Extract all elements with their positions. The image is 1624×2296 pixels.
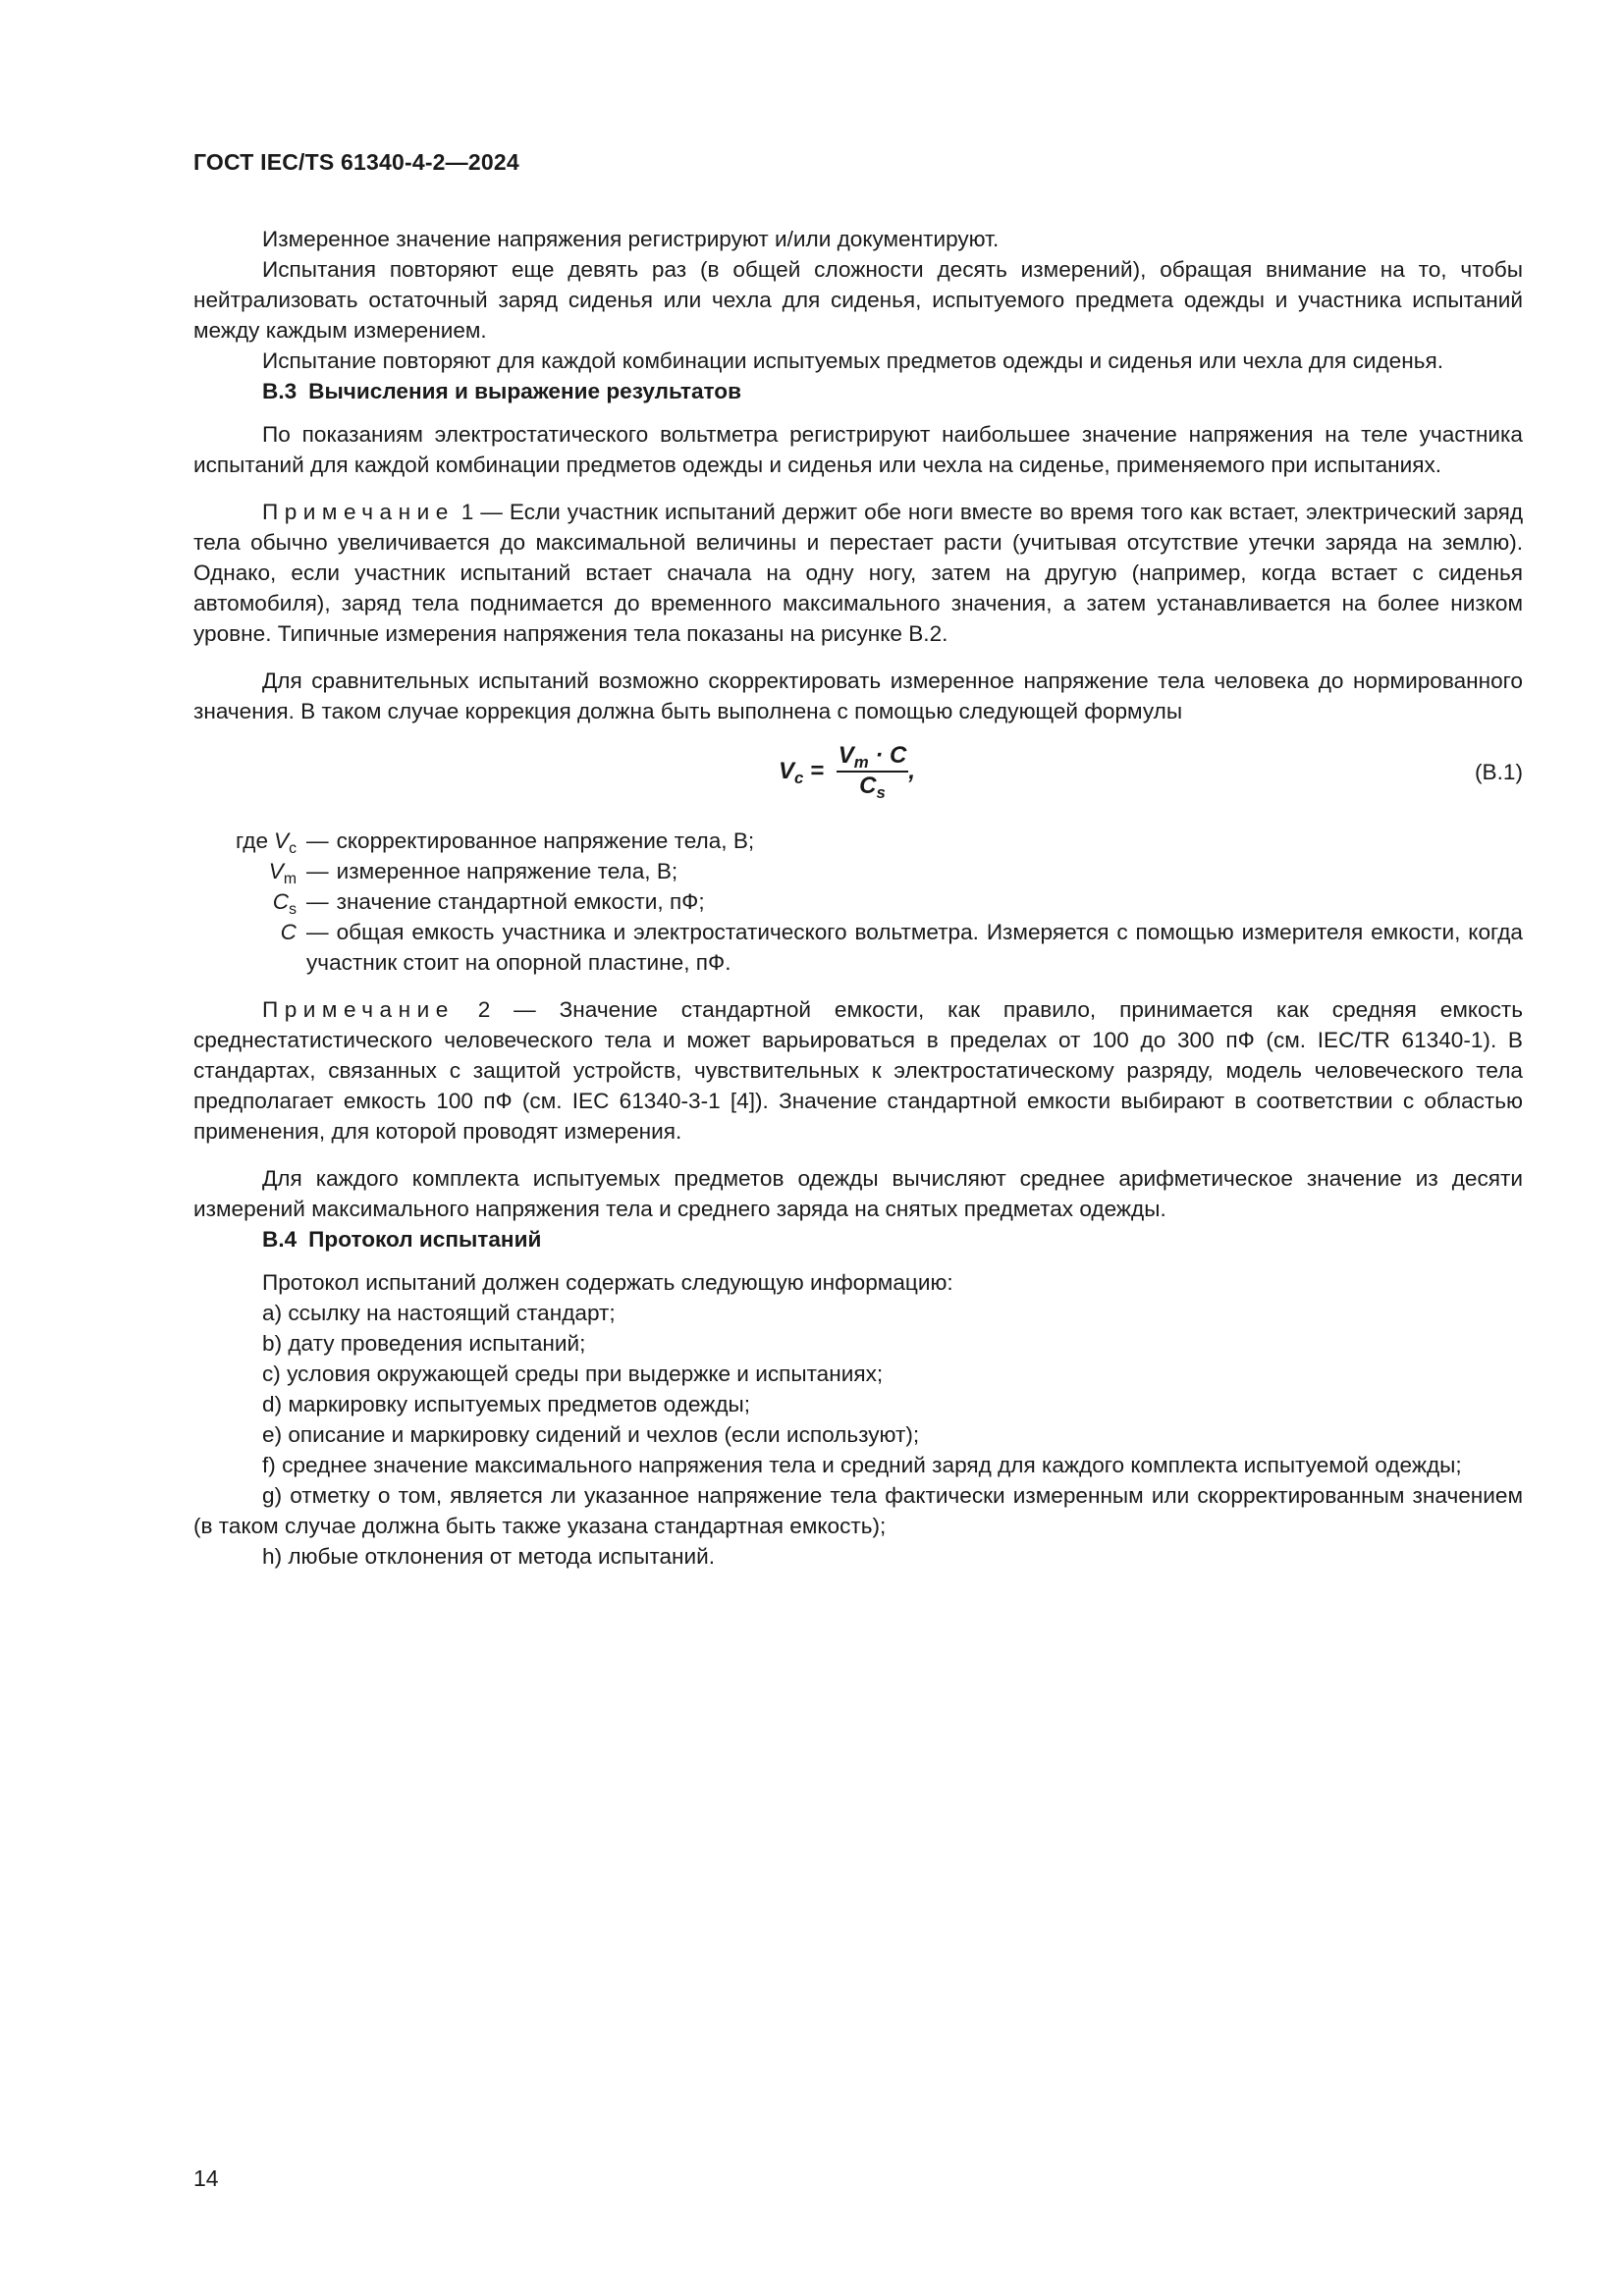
page-content bbox=[193, 224, 1523, 1572]
note-2 bbox=[193, 994, 1523, 1147]
note-text: 1 — Если участник испытаний держит обе ноги вместе во время того как встает, электрический заряд тела обычно увеличивается до максимальной величины и перестает расти (учитывая отсутствие утечки заряда на землю). Однако, если участник испытаний встает сначала на одну ногу, затем на другую (например, когда встает с сиденья автомобиля), заряд тела поднимается до временного максимального значения, а затем устанавливается на более низком уровне. Типичные измерения напряжения тела показаны на рисунке B.2. bbox=[193, 500, 1523, 646]
list-item: d) маркировку испытуемых предметов одежды; bbox=[262, 1392, 751, 1416]
formula-denominator: $C_s$ bbox=[859, 773, 886, 802]
document-header: ГОСТ IEC/TS 61340-4-2—2024 bbox=[193, 149, 519, 175]
where-list bbox=[193, 826, 1523, 978]
paragraph: Для каждого комплекта испытуемых предметов одежды вычисляют среднее арифметическое значение из десяти измерений максимального напряжения тела и среднего заряда на снятых предметах одежды. bbox=[193, 1166, 1523, 1221]
note-label: Примечание bbox=[262, 500, 455, 524]
formula bbox=[779, 742, 915, 802]
formula-lhs: $V_c$ bbox=[779, 758, 804, 787]
formula-numerator: $V_m \cdot C$ bbox=[838, 742, 907, 772]
page-number: 14 bbox=[193, 2165, 219, 2191]
section-number: B.3 bbox=[262, 379, 298, 403]
section-heading-b3 bbox=[193, 376, 1523, 406]
paragraph: Испытание повторяют для каждой комбинации испытуемых предметов одежды и сиденья или чехла для сиденья. bbox=[262, 348, 1443, 373]
section-title: Протокол испытаний bbox=[308, 1227, 542, 1252]
formula-number: (B.1) bbox=[1475, 760, 1523, 784]
formula-equals: = bbox=[803, 758, 831, 784]
list-item: c) условия окружающей среды при выдержке и испытаниях; bbox=[262, 1362, 884, 1386]
note-label: Примечание bbox=[262, 997, 455, 1022]
list-intro: Протокол испытаний должен содержать следующую информацию: bbox=[262, 1270, 953, 1295]
paragraph: По показаниям электростатического вольтметра регистрируют наибольшее значение напряжения на теле участника испытаний для каждой комбинации предметов одежды и сиденья или чехла на сиденье, применяемого при испытаниях. bbox=[193, 422, 1523, 477]
paragraph: Измеренное значение напряжения регистрируют и/или документируют. bbox=[262, 227, 1000, 251]
formula-fraction bbox=[837, 742, 909, 802]
where-item: $C_s$ — значение стандартной емкости, пФ; bbox=[272, 889, 705, 918]
list-item: b) дату проведения испытаний; bbox=[262, 1331, 586, 1356]
paragraph: Испытания повторяют еще девять раз (в общей сложности десять измерений), обращая внимание на то, чтобы нейтрализовать остаточный заряд сиденья или чехла для сиденья, испытуемого предмета одежды и участника испытаний между каждым измерением. bbox=[193, 257, 1523, 343]
list-item: e) описание и маркировку сидений и чехлов (если используют); bbox=[262, 1422, 920, 1447]
note-text: 2 — Значение стандартной емкости, как правило, принимается как средняя емкость среднестатистического человеческого тела и может варьироваться в пределах от 100 до 300 пФ (см. IEC/TR 61340-1). В стандартах, связанных с защитой устройств, чувствительных к электростатическому разряду, модель человеческого тела предполагает емкость 100 пФ (см. IEC 61340-3-1 [4]). Значение стандартной емкости выбирают в соответствии с областью применения, для которой проводят измерения. bbox=[193, 997, 1523, 1144]
formula-tail: , bbox=[908, 758, 915, 784]
list-item: h) любые отклонения от метода испытаний. bbox=[262, 1544, 716, 1569]
section-heading-b4 bbox=[193, 1224, 1523, 1255]
list-item: f) среднее значение максимального напряжения тела и средний заряд для каждого комплекта испытуемой одежды; bbox=[262, 1453, 1462, 1477]
formula-row bbox=[193, 739, 1523, 804]
where-item: где $V_c$ — скорректированное напряжение тела, В; bbox=[236, 828, 755, 857]
section-number: B.4 bbox=[262, 1227, 298, 1252]
note-1 bbox=[193, 497, 1523, 649]
list-item: g) отметку о том, является ли указанное напряжение тела фактически измеренным или скорректированным значением (в таком случае должна быть также указана стандартная емкость); bbox=[193, 1483, 1523, 1538]
where-item: $V_m$ — измеренное напряжение тела, В; bbox=[268, 859, 678, 887]
where-item: C — общая емкость участника и электростатического вольтметра. Измеряется с помощью измерителя емкости, когда участник стоит на опорной пластине, пФ. bbox=[280, 920, 1523, 975]
protocol-list bbox=[193, 1267, 1523, 1572]
section-title: Вычисления и выражение результатов bbox=[308, 379, 742, 403]
paragraph: Для сравнительных испытаний возможно скорректировать измеренное напряжение тела человека до нормированного значения. В таком случае коррекция должна быть выполнена с помощью следующей формулы bbox=[193, 668, 1523, 723]
list-item: a) ссылку на настоящий стандарт; bbox=[262, 1301, 616, 1325]
